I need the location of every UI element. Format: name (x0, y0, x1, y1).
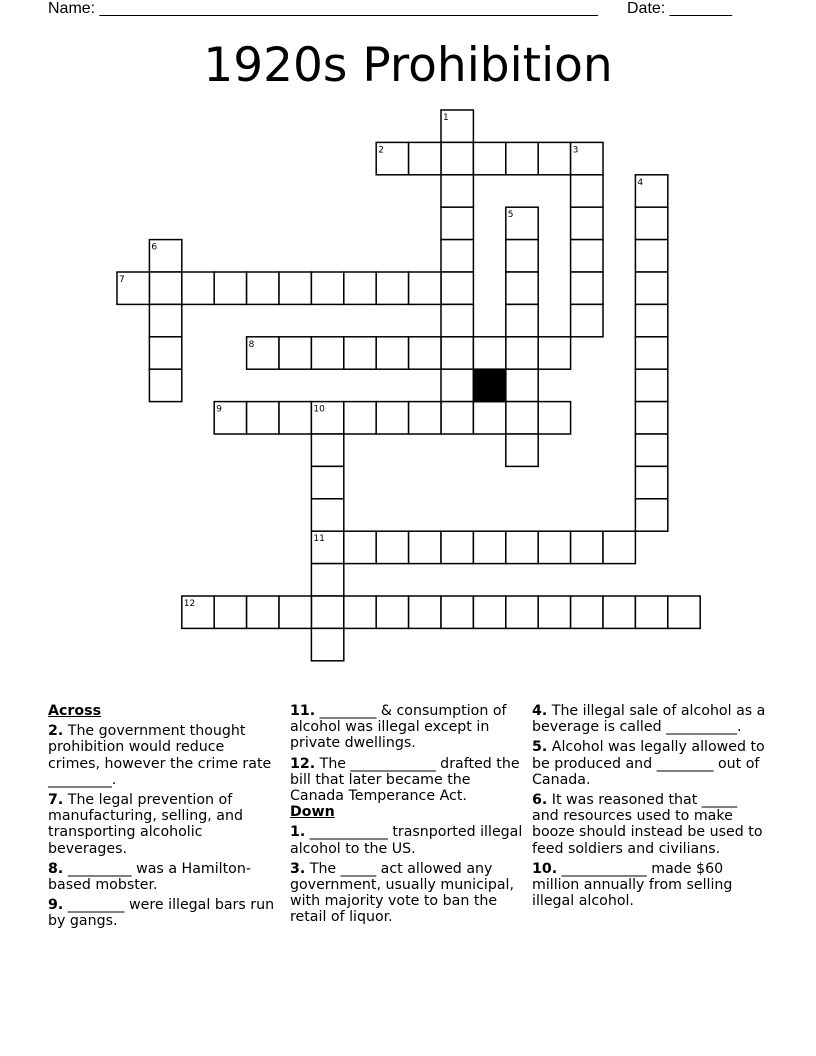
grid-cell[interactable] (635, 402, 667, 434)
grid-cell[interactable] (441, 596, 473, 628)
grid-cell[interactable] (311, 499, 343, 531)
grid-cell[interactable] (635, 240, 667, 272)
grid-cell[interactable] (571, 175, 603, 207)
grid-cell[interactable] (279, 272, 311, 304)
grid-cell[interactable] (344, 531, 376, 563)
clue-number: 11. (290, 703, 316, 719)
clue-across-9 (48, 897, 278, 929)
grid-cell[interactable] (635, 272, 667, 304)
grid-cell[interactable] (506, 369, 538, 401)
clue-text: The legal prevention of manufacturing, selling, and transporting alcoholic beverages. (48, 792, 243, 857)
clue-number: 5. (532, 739, 548, 756)
grid-cell[interactable] (506, 531, 538, 563)
grid-cell[interactable] (635, 499, 667, 531)
clue-number-label: 4 (637, 177, 644, 188)
clue-across-12 (290, 756, 528, 805)
clue-across-7 (48, 792, 278, 857)
clue-across-8 (48, 861, 278, 893)
grid-cell[interactable] (214, 596, 246, 628)
grid-cell[interactable] (311, 272, 343, 304)
grid-cell[interactable] (473, 531, 505, 563)
black-cell (473, 369, 505, 401)
grid-cell[interactable] (376, 402, 408, 434)
grid-cell[interactable] (441, 402, 473, 434)
grid-cell[interactable] (441, 207, 473, 239)
grid-cell[interactable] (635, 304, 667, 336)
clue-text: ________ were illegal bars run by gangs. (48, 897, 275, 930)
grid-cell[interactable] (506, 304, 538, 336)
grid-cell[interactable] (247, 272, 279, 304)
clue-number-label: 8 (248, 339, 255, 350)
grid-cell[interactable] (279, 337, 311, 369)
down-heading: Down (290, 804, 335, 821)
clue-number: 7. (48, 792, 64, 809)
clue-number: 2. (48, 723, 64, 740)
grid-cell[interactable] (279, 596, 311, 628)
grid-cell[interactable] (538, 337, 570, 369)
clue-number: 4. (532, 703, 548, 719)
clue-number-label: 12 (183, 599, 196, 609)
grid-cell[interactable] (635, 466, 667, 498)
page-title: 1920s Prohibition (203, 38, 613, 93)
grid-cell[interactable] (441, 304, 473, 336)
grid-cell[interactable] (409, 596, 441, 628)
grid-cell[interactable] (441, 337, 473, 369)
clue-number: 6. (532, 792, 548, 809)
clue-down-6 (532, 792, 768, 857)
grid-cell[interactable] (635, 596, 667, 628)
grid-cell[interactable] (247, 596, 279, 628)
grid-cell[interactable] (247, 402, 279, 434)
clue-text: _________ was a Hamilton-based mobster. (48, 860, 251, 894)
clue-number: 1. (290, 824, 306, 841)
grid-cell[interactable] (506, 240, 538, 272)
grid-cell[interactable] (279, 402, 311, 434)
grid-cell[interactable] (571, 207, 603, 239)
clue-number-label: 10 (313, 404, 325, 415)
clue-number-label: 1 (443, 113, 449, 123)
grid-cell[interactable] (506, 272, 538, 304)
grid-cell[interactable] (376, 531, 408, 563)
grid-cell[interactable] (149, 272, 181, 304)
clue-text: ____________ made $60 million annually from selling illegal alcohol. (532, 860, 733, 910)
grid-cell[interactable] (409, 531, 441, 563)
grid-cell[interactable] (311, 337, 343, 369)
clue-number-label: 11 (313, 534, 325, 545)
clue-text: Alcohol was legally allowed to be produced and ________ out of Canada. (532, 739, 765, 788)
grid-cell[interactable] (538, 531, 570, 563)
grid-cell[interactable] (441, 531, 473, 563)
clue-number-label: 9 (216, 404, 222, 415)
grid-cell[interactable] (344, 272, 376, 304)
clue-down-4 (532, 703, 768, 735)
clue-text: ___________ trasnported illegal alcohol to the US. (290, 824, 523, 857)
date-line[interactable]: Date: _______ (627, 0, 732, 17)
clue-number-label: 7 (119, 275, 125, 285)
grid-cell[interactable] (635, 434, 667, 466)
grid-cell[interactable] (409, 272, 441, 304)
grid-cell[interactable] (311, 466, 343, 498)
grid-cell[interactable] (668, 596, 700, 628)
grid-cell[interactable] (344, 337, 376, 369)
grid-cell[interactable] (182, 272, 214, 304)
grid-cell[interactable] (344, 402, 376, 434)
grid-cell[interactable] (311, 434, 343, 466)
clue-text: The ____________ drafted the bill that later became the Canada Temperance Act. (290, 755, 520, 805)
grid-cell[interactable] (409, 142, 441, 174)
grid-cell[interactable] (538, 402, 570, 434)
grid-cell[interactable] (571, 240, 603, 272)
grid-cell[interactable] (311, 596, 343, 628)
clue-number: 9. (48, 897, 64, 914)
grid-cell[interactable] (149, 337, 181, 369)
grid-cell[interactable] (635, 207, 667, 239)
clue-down-10 (532, 861, 768, 910)
grid-cell[interactable] (149, 369, 181, 401)
grid-cell[interactable] (473, 142, 505, 174)
grid-cell[interactable] (409, 402, 441, 434)
clue-column-3 (532, 703, 768, 909)
grid-cell[interactable] (538, 596, 570, 628)
clue-across-2 (48, 723, 278, 788)
grid-cell[interactable] (506, 337, 538, 369)
grid-cell[interactable] (603, 596, 635, 628)
grid-cell[interactable] (571, 531, 603, 563)
clue-number: 3. (290, 860, 306, 877)
grid-cell[interactable] (473, 402, 505, 434)
grid-cell[interactable] (311, 564, 343, 596)
clue-text: It was reasoned that _____ and resources used to make booze should instead be used to feed soldiers and civilians. (532, 792, 763, 857)
grid-cell[interactable] (214, 272, 246, 304)
clue-number-label: 2 (378, 145, 384, 156)
grid-cell[interactable] (473, 337, 505, 369)
clue-across-11 (290, 703, 528, 752)
clue-number: 10. (532, 860, 558, 877)
grid-cell[interactable] (635, 337, 667, 369)
grid-cell[interactable] (571, 272, 603, 304)
grid-cell[interactable] (149, 304, 181, 336)
clue-down-1 (290, 824, 528, 856)
grid-cell[interactable] (506, 142, 538, 174)
grid-cell[interactable] (376, 596, 408, 628)
clue-number-label: 5 (507, 210, 514, 221)
grid-cell[interactable] (441, 142, 473, 174)
clue-down-5 (532, 739, 768, 788)
grid-cell[interactable] (311, 628, 343, 660)
grid-cell[interactable] (506, 402, 538, 434)
grid-cell[interactable] (506, 596, 538, 628)
clue-down-3 (290, 861, 528, 926)
grid-cell[interactable] (344, 596, 376, 628)
grid-cell[interactable] (441, 175, 473, 207)
grid-cell[interactable] (376, 337, 408, 369)
grid-cell[interactable] (441, 240, 473, 272)
grid-cell[interactable] (376, 272, 408, 304)
name-line[interactable]: Name: ________________________________________________________ (48, 0, 598, 17)
grid-cell[interactable] (506, 434, 538, 466)
clue-number-label: 3 (572, 145, 579, 156)
grid-cell[interactable] (441, 272, 473, 304)
clue-text: The illegal sale of alcohol as a beverage is called __________. (532, 703, 766, 736)
clue-number: 8. (48, 860, 64, 877)
grid-cell[interactable] (603, 531, 635, 563)
clue-column-2 (290, 703, 528, 926)
across-heading: Across (48, 703, 102, 719)
clue-text: The government thought prohibition would reduce crimes, however the crime rate _________. (48, 723, 272, 788)
clue-text: ________ & consumption of alcohol was illegal except in private dwellings. (290, 703, 507, 752)
grid-cell[interactable] (538, 142, 570, 174)
clue-text: The _____ act allowed any government, usually municipal, with majority vote to ban the retail of liquor. (290, 860, 515, 926)
clue-column-1 (48, 703, 278, 930)
grid-cell[interactable] (409, 337, 441, 369)
clue-number: 12. (290, 755, 316, 772)
grid-cell[interactable] (473, 596, 505, 628)
grid-cell[interactable] (571, 596, 603, 628)
grid-cell[interactable] (635, 369, 667, 401)
clue-number-label: 6 (151, 242, 158, 253)
grid-cell[interactable] (441, 369, 473, 401)
grid-cell[interactable] (571, 304, 603, 336)
